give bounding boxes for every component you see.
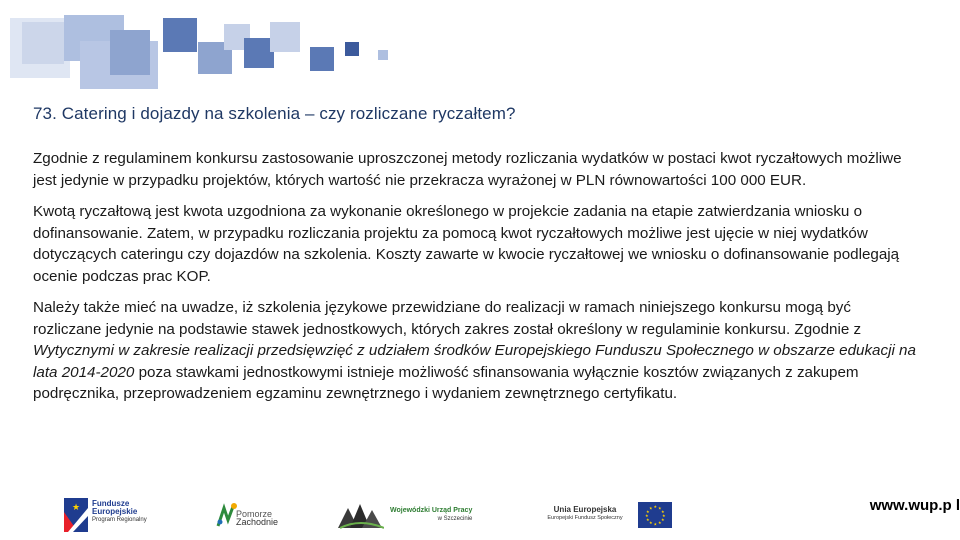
- deco-square: [270, 22, 300, 52]
- footer-logos: [0, 490, 960, 540]
- wup-line1: Wojewódzki Urząd Pracy: [390, 507, 473, 514]
- svg-text:★: ★: [72, 503, 81, 513]
- logo-pomorze-zachodnie: [214, 498, 284, 534]
- fe-line3: Program Regionalny: [92, 517, 147, 523]
- svg-text:★: ★: [645, 513, 649, 518]
- deco-square: [310, 47, 334, 71]
- wup-building-icon: [338, 500, 384, 530]
- guidelines-title: Wytycznymi w zakresie realizacji przedsięwzięć z udziałem środków Europejskiego Funduszu Społecznego w obszarze edukacji na lata 2014-2020: [33, 342, 916, 381]
- paragraph-3: [33, 297, 918, 405]
- paragraph-3-end: poza stawkami jednostkowymi istnieje możliwość sfinansowania wyłącznie kosztów związanych z zakupem podręcznika, przeprowadzeniem egzaminu zewnętrznego i wydaniem zewnętrznego certyfikatu.: [33, 363, 859, 402]
- logo-wup-szczecin: [338, 500, 488, 532]
- pomorze-line1: Pomorze: [236, 509, 273, 519]
- logo-fundusze-europejskie: [64, 496, 164, 536]
- svg-text:★: ★: [658, 505, 662, 511]
- pomorze-zachodnie-icon: [214, 500, 238, 530]
- paragraph-3-start: Należy także mieć na uwadze, iż szkolenia językowe przewidziane do realizacji w ramach niniejszego konkursu mogą być rozliczane jedynie na podstawie stawek jednostkowych, których zakres został określony w regulaminie konkursu. Zgodnie z: [33, 299, 862, 338]
- svg-text:★: ★: [653, 521, 658, 527]
- paragraph-1: Zgodnie z regulaminem konkursu zastosowanie uproszczonej metody rozliczania wydatków w postaci kwot ryczałtowych możliwe jest jedynie w przypadku projektów, których wartość nie przekracza wyrażonej w PLN równowartości 100 000 EUR.: [33, 150, 902, 189]
- deco-square: [22, 22, 64, 64]
- svg-text:★: ★: [658, 520, 662, 525]
- pomorze-line2: Zachodnie: [236, 517, 279, 527]
- svg-text:★: ★: [661, 509, 665, 514]
- wup-line2: w Szczecinie: [437, 516, 473, 522]
- website-link[interactable]: www.wup.p l: [869, 497, 960, 514]
- svg-text:★: ★: [646, 509, 650, 514]
- fundusze-europejskie-icon: [64, 498, 88, 532]
- svg-text:★: ★: [646, 517, 650, 522]
- svg-text:★: ★: [649, 505, 653, 511]
- paragraph-2: Kwotą ryczałtową jest kwota uzgodniona za wykonanie określonego w projekcie zadania na etapie zatwierdzania wniosku o dofinansowanie. Zatem, w przypadku rozliczania projektu za pomocą kwot ryczałtowych możliwe jest ujęcie w niej wydatków dotyczących cateringu czy dojazdów na szkolenia. Koszty zawarte w kwocie ryczałtowej we wniosku o dofinansowanie podlegają ocenie podczas prac KOP.: [33, 203, 900, 285]
- fe-line1: Fundusze: [92, 499, 130, 508]
- deco-square: [378, 50, 388, 60]
- deco-square: [345, 42, 359, 56]
- svg-text:★: ★: [649, 520, 653, 525]
- slide-title: 73. Catering i dojazdy na szkolenia – czy rozliczane ryczałtem?: [33, 104, 516, 123]
- ue-line1: Unia Europejska: [553, 505, 617, 514]
- deco-square: [163, 18, 197, 52]
- eu-flag-icon: [638, 502, 672, 528]
- slide-body: [33, 148, 918, 415]
- logo-unia-europejska: [540, 500, 680, 532]
- deco-square: [110, 30, 150, 75]
- ue-line2: Europejski Fundusz Społeczny: [547, 515, 623, 521]
- svg-text:★: ★: [653, 504, 658, 509]
- fe-line2: Europejskie: [92, 507, 138, 516]
- svg-text:★: ★: [662, 513, 666, 518]
- svg-text:★: ★: [661, 517, 665, 522]
